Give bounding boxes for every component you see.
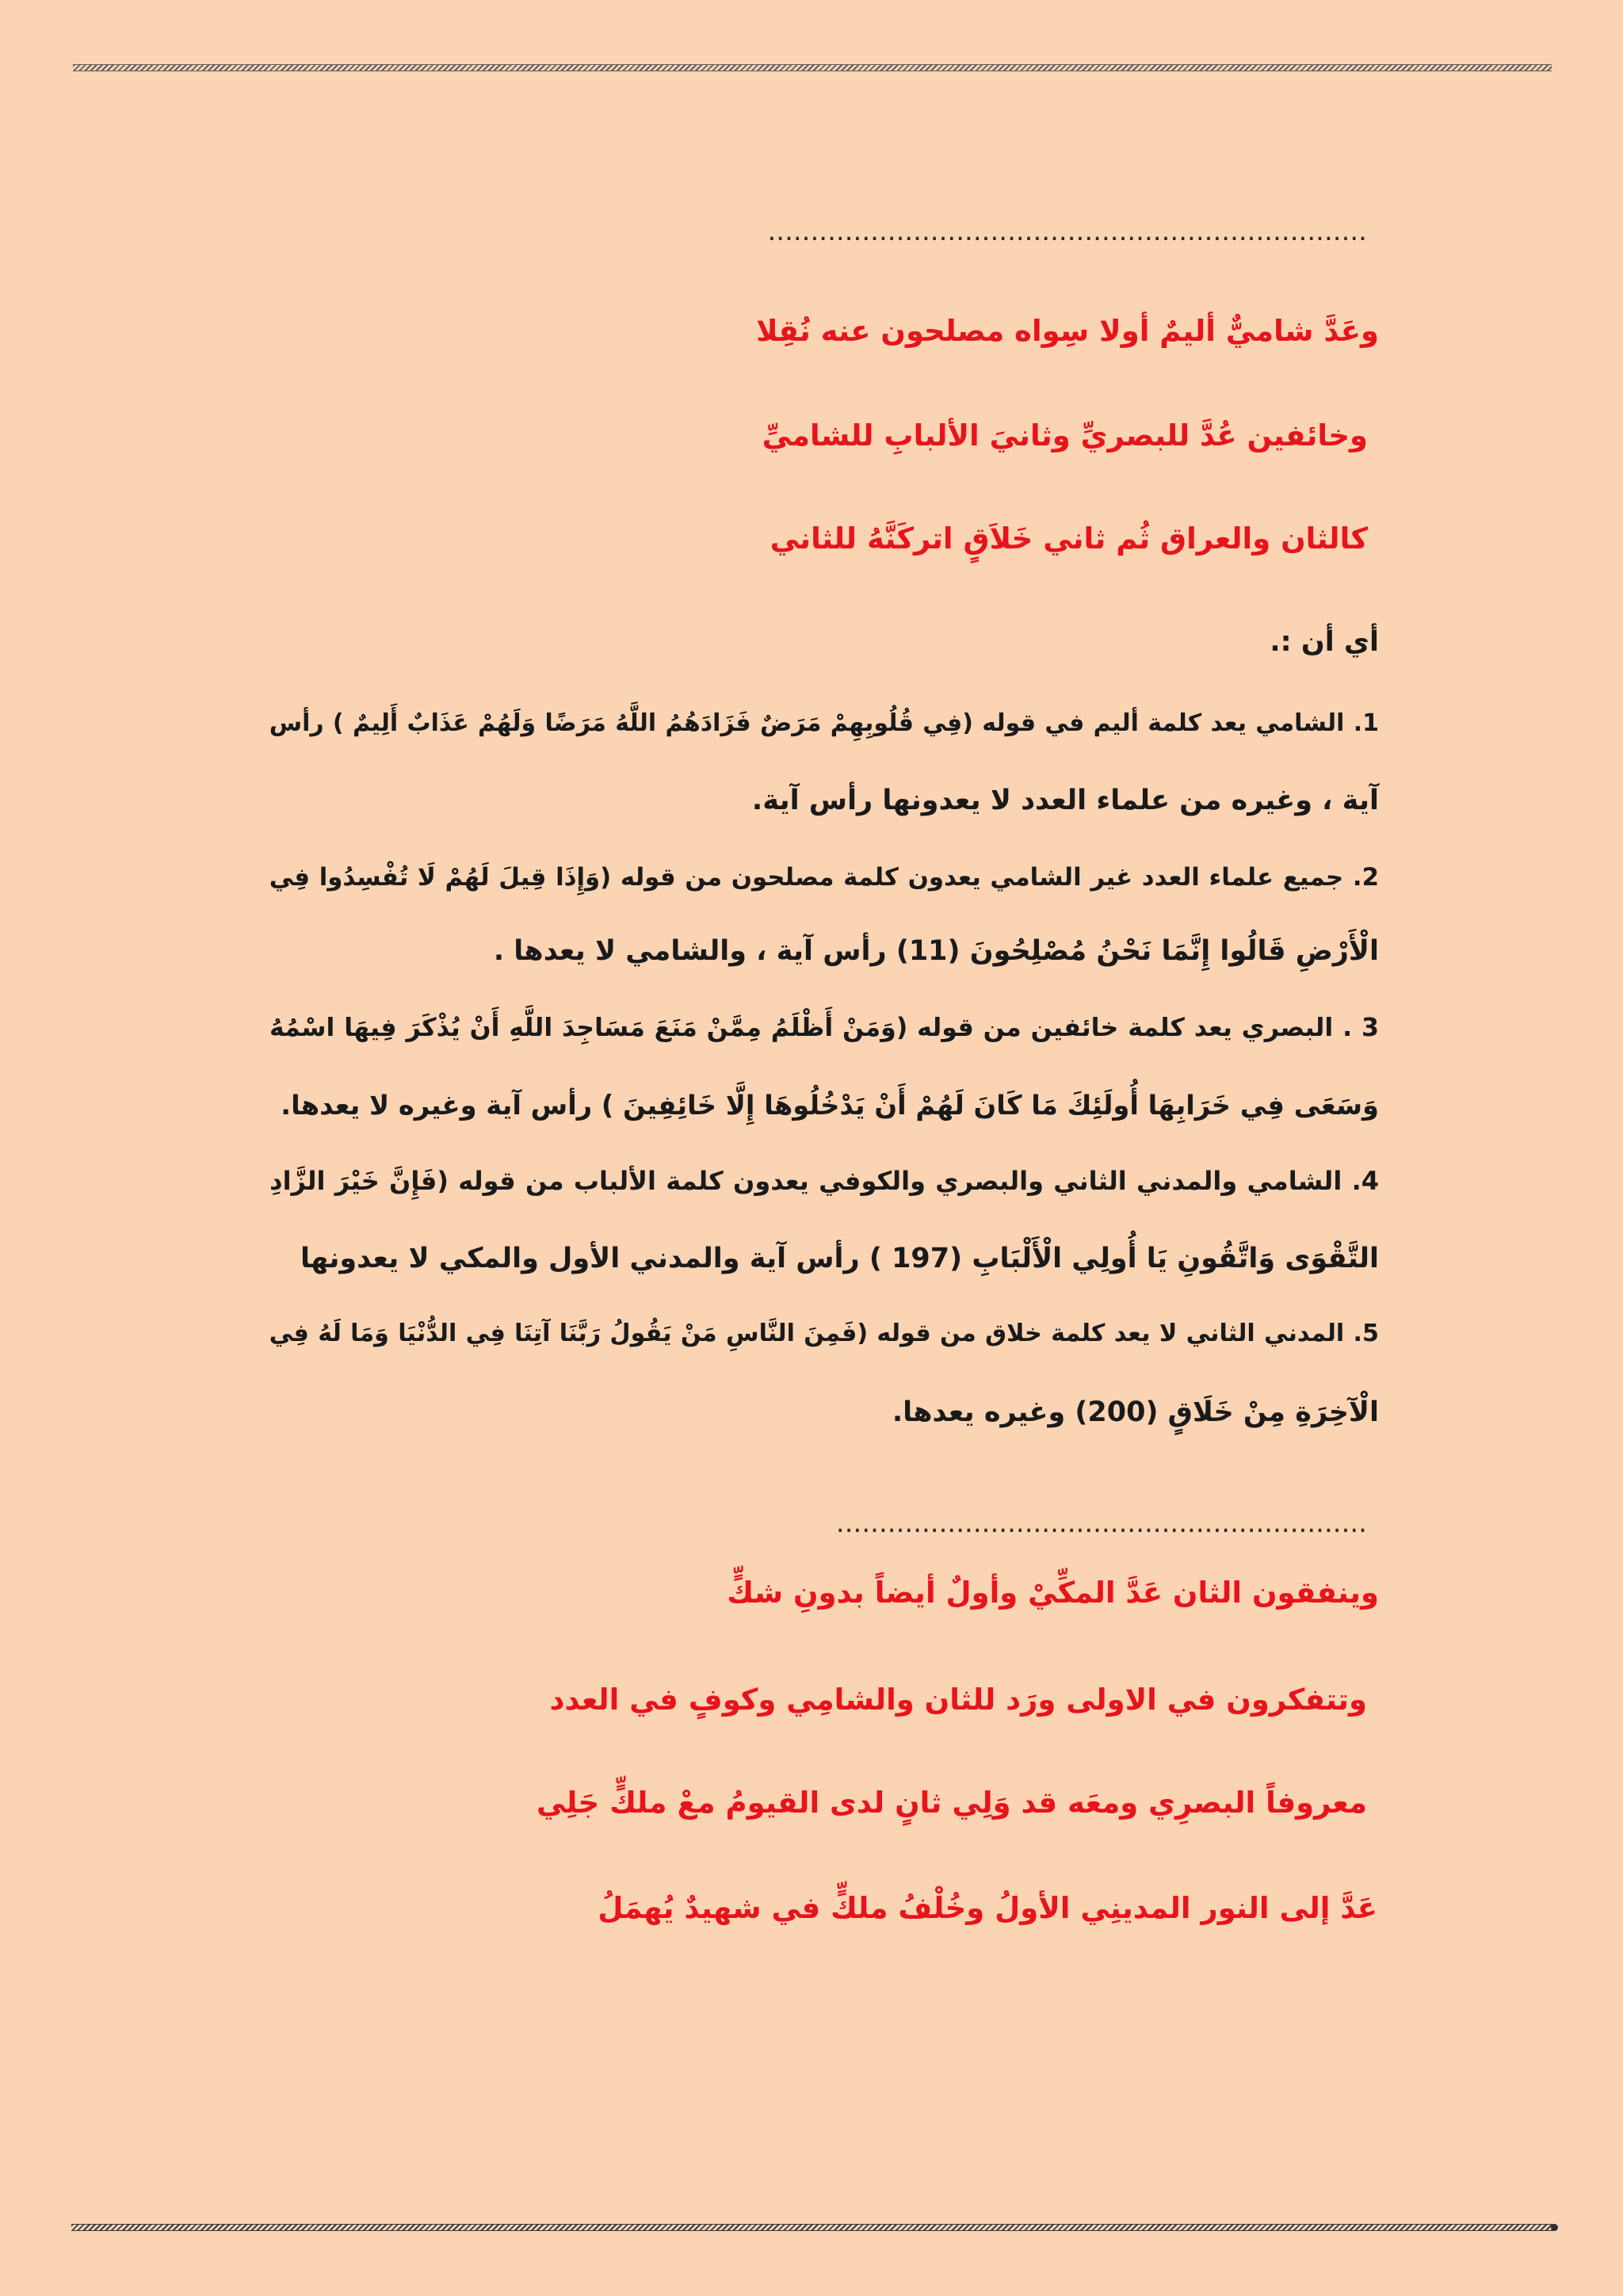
explanation-intro: أي أن :. — [1270, 626, 1379, 658]
item-3-line-2: وَسَعَى فِي خَرَابِهَا أُولَئِكَ مَا كَانَ لَهُمْ أَنْ يَدْخُلُوهَا إِلَّا خَائِفِينَ ) رأس آية وغيره لا يعدها. — [281, 1090, 1379, 1121]
item-2-line-1: 2. جميع علماء العدد غير الشامي يعدون كلمة مصلحون من قوله (وَإِذَا قِيلَ لَهُمْ لَا تُفْسِدُوا فِي — [269, 863, 1379, 892]
item-1-line-2: آية ، وغيره من علماء العدد لا يعدونها رأس آية. — [751, 785, 1379, 816]
item-3-line-1: 3 . البصري يعد كلمة خائفين من قوله (وَمَنْ أَظْلَمُ مِمَّنْ مَنَعَ مَسَاجِدَ اللَّهِ أَنْ يُذْكَرَ فِيهَا اسْمُهُ — [269, 1014, 1379, 1042]
item-4-line-2: التَّقْوَى وَاتَّقُونِ يَا أُولِي الْأَلْبَابِ (197 ) رأس آية والمدني الأول والمكي لا يعدونها — [300, 1243, 1379, 1274]
middle-dotted-separator: .............................................................. — [835, 1507, 1367, 1539]
item-5-line-2: الْآخِرَةِ مِنْ خَلَاقٍ (200) وغيره يعدها. — [892, 1396, 1379, 1428]
verse-line-4: وينفقون الثان عَدَّ المكِّيْ وأولٌ أيضاً بدونِ شكٍّ — [727, 1576, 1379, 1610]
item-2-line-2: الْأَرْضِ قَالُوا إِنَّمَا نَحْنُ مُصْلِحُونَ (11) رأس آية ، والشامي لا يعدها . — [493, 935, 1379, 967]
verse-line-5: وتتفكرون في الاولى ورَد للثان والشامِي وكوفٍ في العدد — [549, 1683, 1367, 1717]
bottom-border-end-dot — [1551, 2224, 1558, 2231]
verse-line-2: وخائفين عُدَّ للبصريِّ وثانيَ الألبابِ للشاميِّ — [762, 418, 1368, 453]
top-border-rule — [73, 64, 1552, 71]
top-dotted-separator: ...................................................................... — [767, 216, 1367, 247]
item-5-line-1: 5. المدني الثاني لا يعد كلمة خلاق من قوله (فَمِنَ النَّاسِ مَنْ يَقُولُ رَبَّنَا آتِنَا فِي الدُّنْيَا وَمَا لَهُ فِي — [269, 1320, 1379, 1347]
bottom-border-rule — [71, 2224, 1553, 2231]
verse-line-1: وعَدَّ شاميٌّ أليمٌ أولا سِواه مصلحون عنه نُقِلا — [756, 314, 1379, 348]
verse-line-3: كالثان والعراق ثُم ثاني خَلاَقٍ اتركَنَّهُ للثاني — [769, 521, 1368, 556]
verse-line-7: عَدَّ إلى النور المدينِي الأولُ وخُلْفُ ملكٍّ في شهيدٌ يُهمَلُ — [598, 1891, 1377, 1925]
item-4-line-1: 4. الشامي والمدني الثاني والبصري والكوفي يعدون كلمة الألباب من قوله (فَإِنَّ خَيْرَ الزَّادِ — [269, 1166, 1379, 1196]
item-1-line-1: 1. الشامي يعد كلمة أليم في قوله (فِي قُلُوبِهِمْ مَرَضٌ فَزَادَهُمُ اللَّهُ مَرَضًا وَلَهُمْ عَذَابٌ أَلِيمٌ ) رأس — [269, 709, 1379, 737]
verse-line-6: معروفاً البصرِي ومعَه قد وَلِي ثانٍ لدى القيومُ معْ ملكٍّ جَلِي — [537, 1786, 1367, 1820]
